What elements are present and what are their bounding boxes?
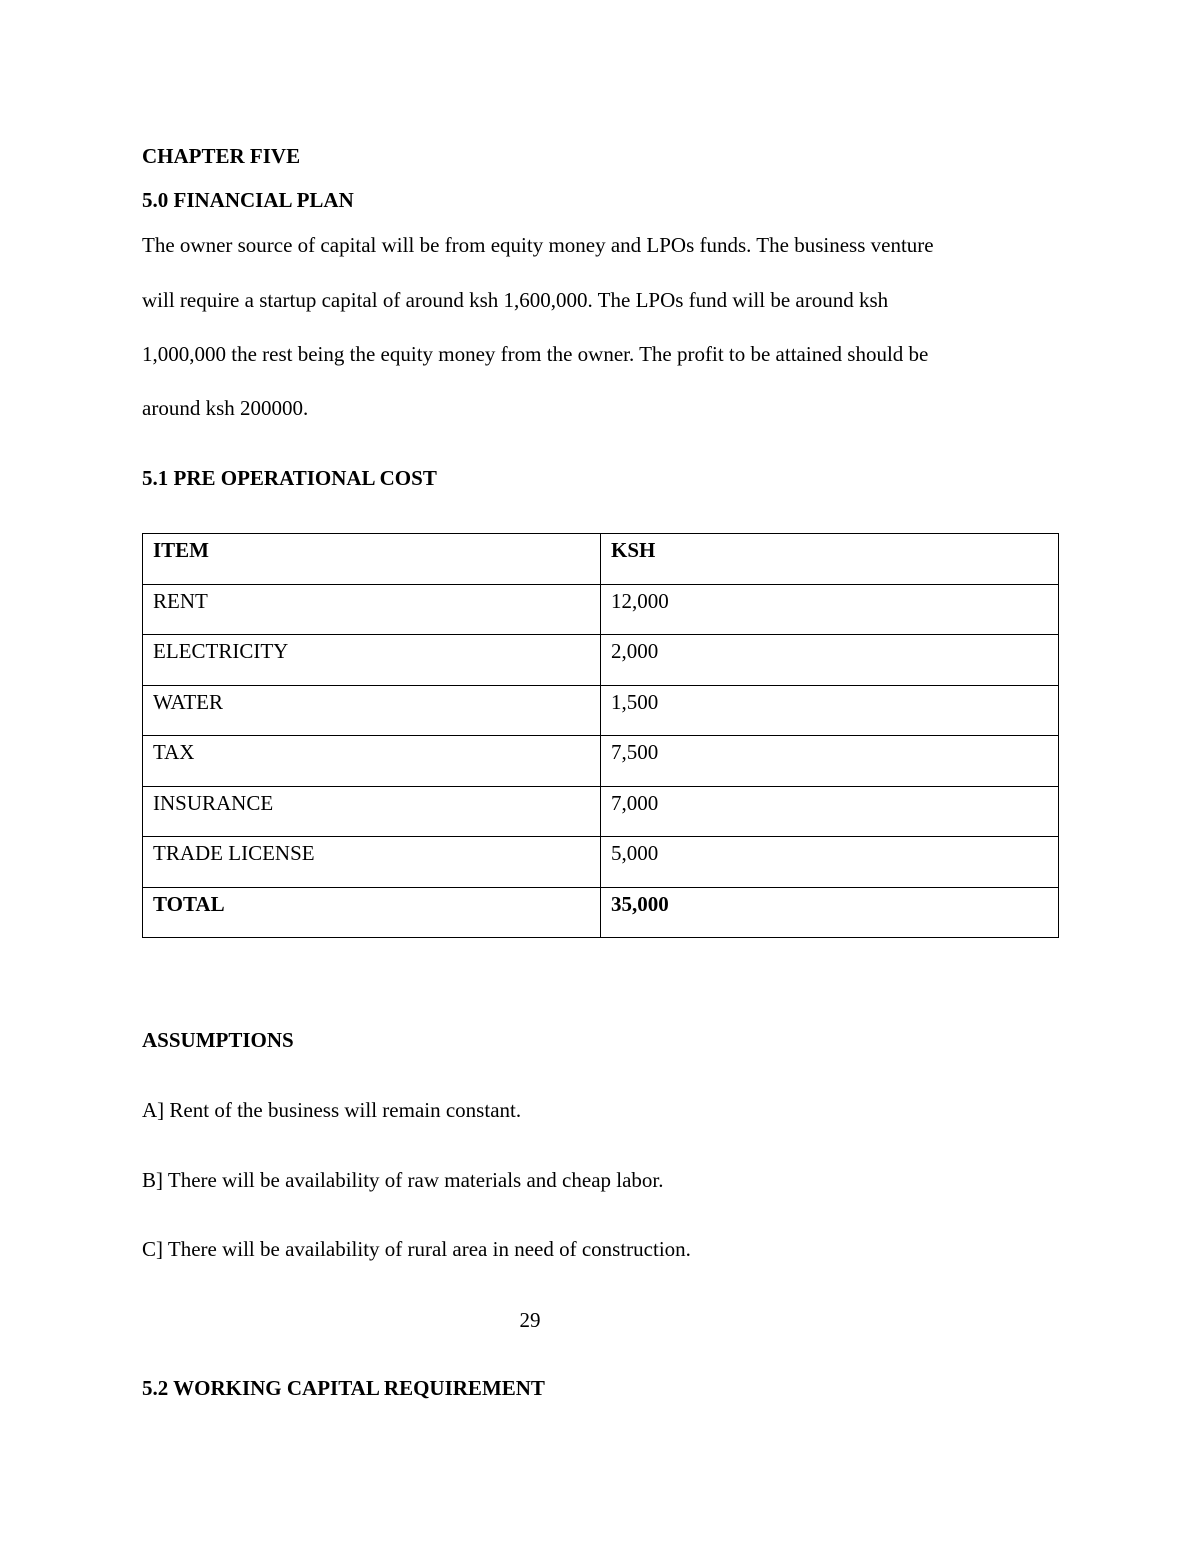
section-heading-assumptions: ASSUMPTIONS	[142, 1028, 294, 1052]
paragraph-line: around ksh 200000.	[142, 396, 309, 420]
paragraph-line: The owner source of capital will be from equity money and LPOs funds. The business venture	[142, 233, 934, 257]
item-cell: TRADE LICENSE	[143, 837, 601, 888]
amount-cell: 1,500	[601, 685, 1059, 736]
table-row	[143, 635, 1059, 686]
table-row	[143, 584, 1059, 635]
assumption-item: A] Rent of the business will remain constant.	[142, 1098, 522, 1122]
paragraph-line: will require a startup capital of around ksh 1,600,000. The LPOs fund will be around ksh	[142, 288, 889, 312]
amount-cell: 5,000	[601, 837, 1059, 888]
table-total-row	[143, 887, 1059, 938]
table-row	[143, 736, 1059, 787]
item-cell: TAX	[143, 736, 601, 787]
table-header-row	[143, 534, 1059, 585]
total-amount-cell: 35,000	[601, 887, 1059, 938]
column-header-item: ITEM	[143, 534, 601, 585]
page-number: 29	[519, 1308, 541, 1332]
item-cell: WATER	[143, 685, 601, 736]
section-heading-working-capital: 5.2 WORKING CAPITAL REQUIREMENT	[142, 1376, 545, 1400]
item-cell: RENT	[143, 584, 601, 635]
assumption-item: B] There will be availability of raw materials and cheap labor.	[142, 1168, 664, 1192]
section-heading-pre-operational-cost: 5.1 PRE OPERATIONAL COST	[142, 466, 437, 490]
item-cell: INSURANCE	[143, 786, 601, 837]
amount-cell: 2,000	[601, 635, 1059, 686]
chapter-title: CHAPTER FIVE	[142, 144, 301, 168]
amount-cell: 7,500	[601, 736, 1059, 787]
table-row	[143, 837, 1059, 888]
table-row	[143, 786, 1059, 837]
item-cell: ELECTRICITY	[143, 635, 601, 686]
assumption-item: C] There will be availability of rural area in need of construction.	[142, 1237, 691, 1261]
pre-operational-cost-table	[142, 533, 1059, 938]
total-label-cell: TOTAL	[143, 887, 601, 938]
section-heading-financial-plan: 5.0 FINANCIAL PLAN	[142, 188, 354, 212]
amount-cell: 7,000	[601, 786, 1059, 837]
table-row	[143, 685, 1059, 736]
amount-cell: 12,000	[601, 584, 1059, 635]
paragraph-line: 1,000,000 the rest being the equity money from the owner. The profit to be attained should be	[142, 342, 929, 366]
column-header-ksh: KSH	[601, 534, 1059, 585]
